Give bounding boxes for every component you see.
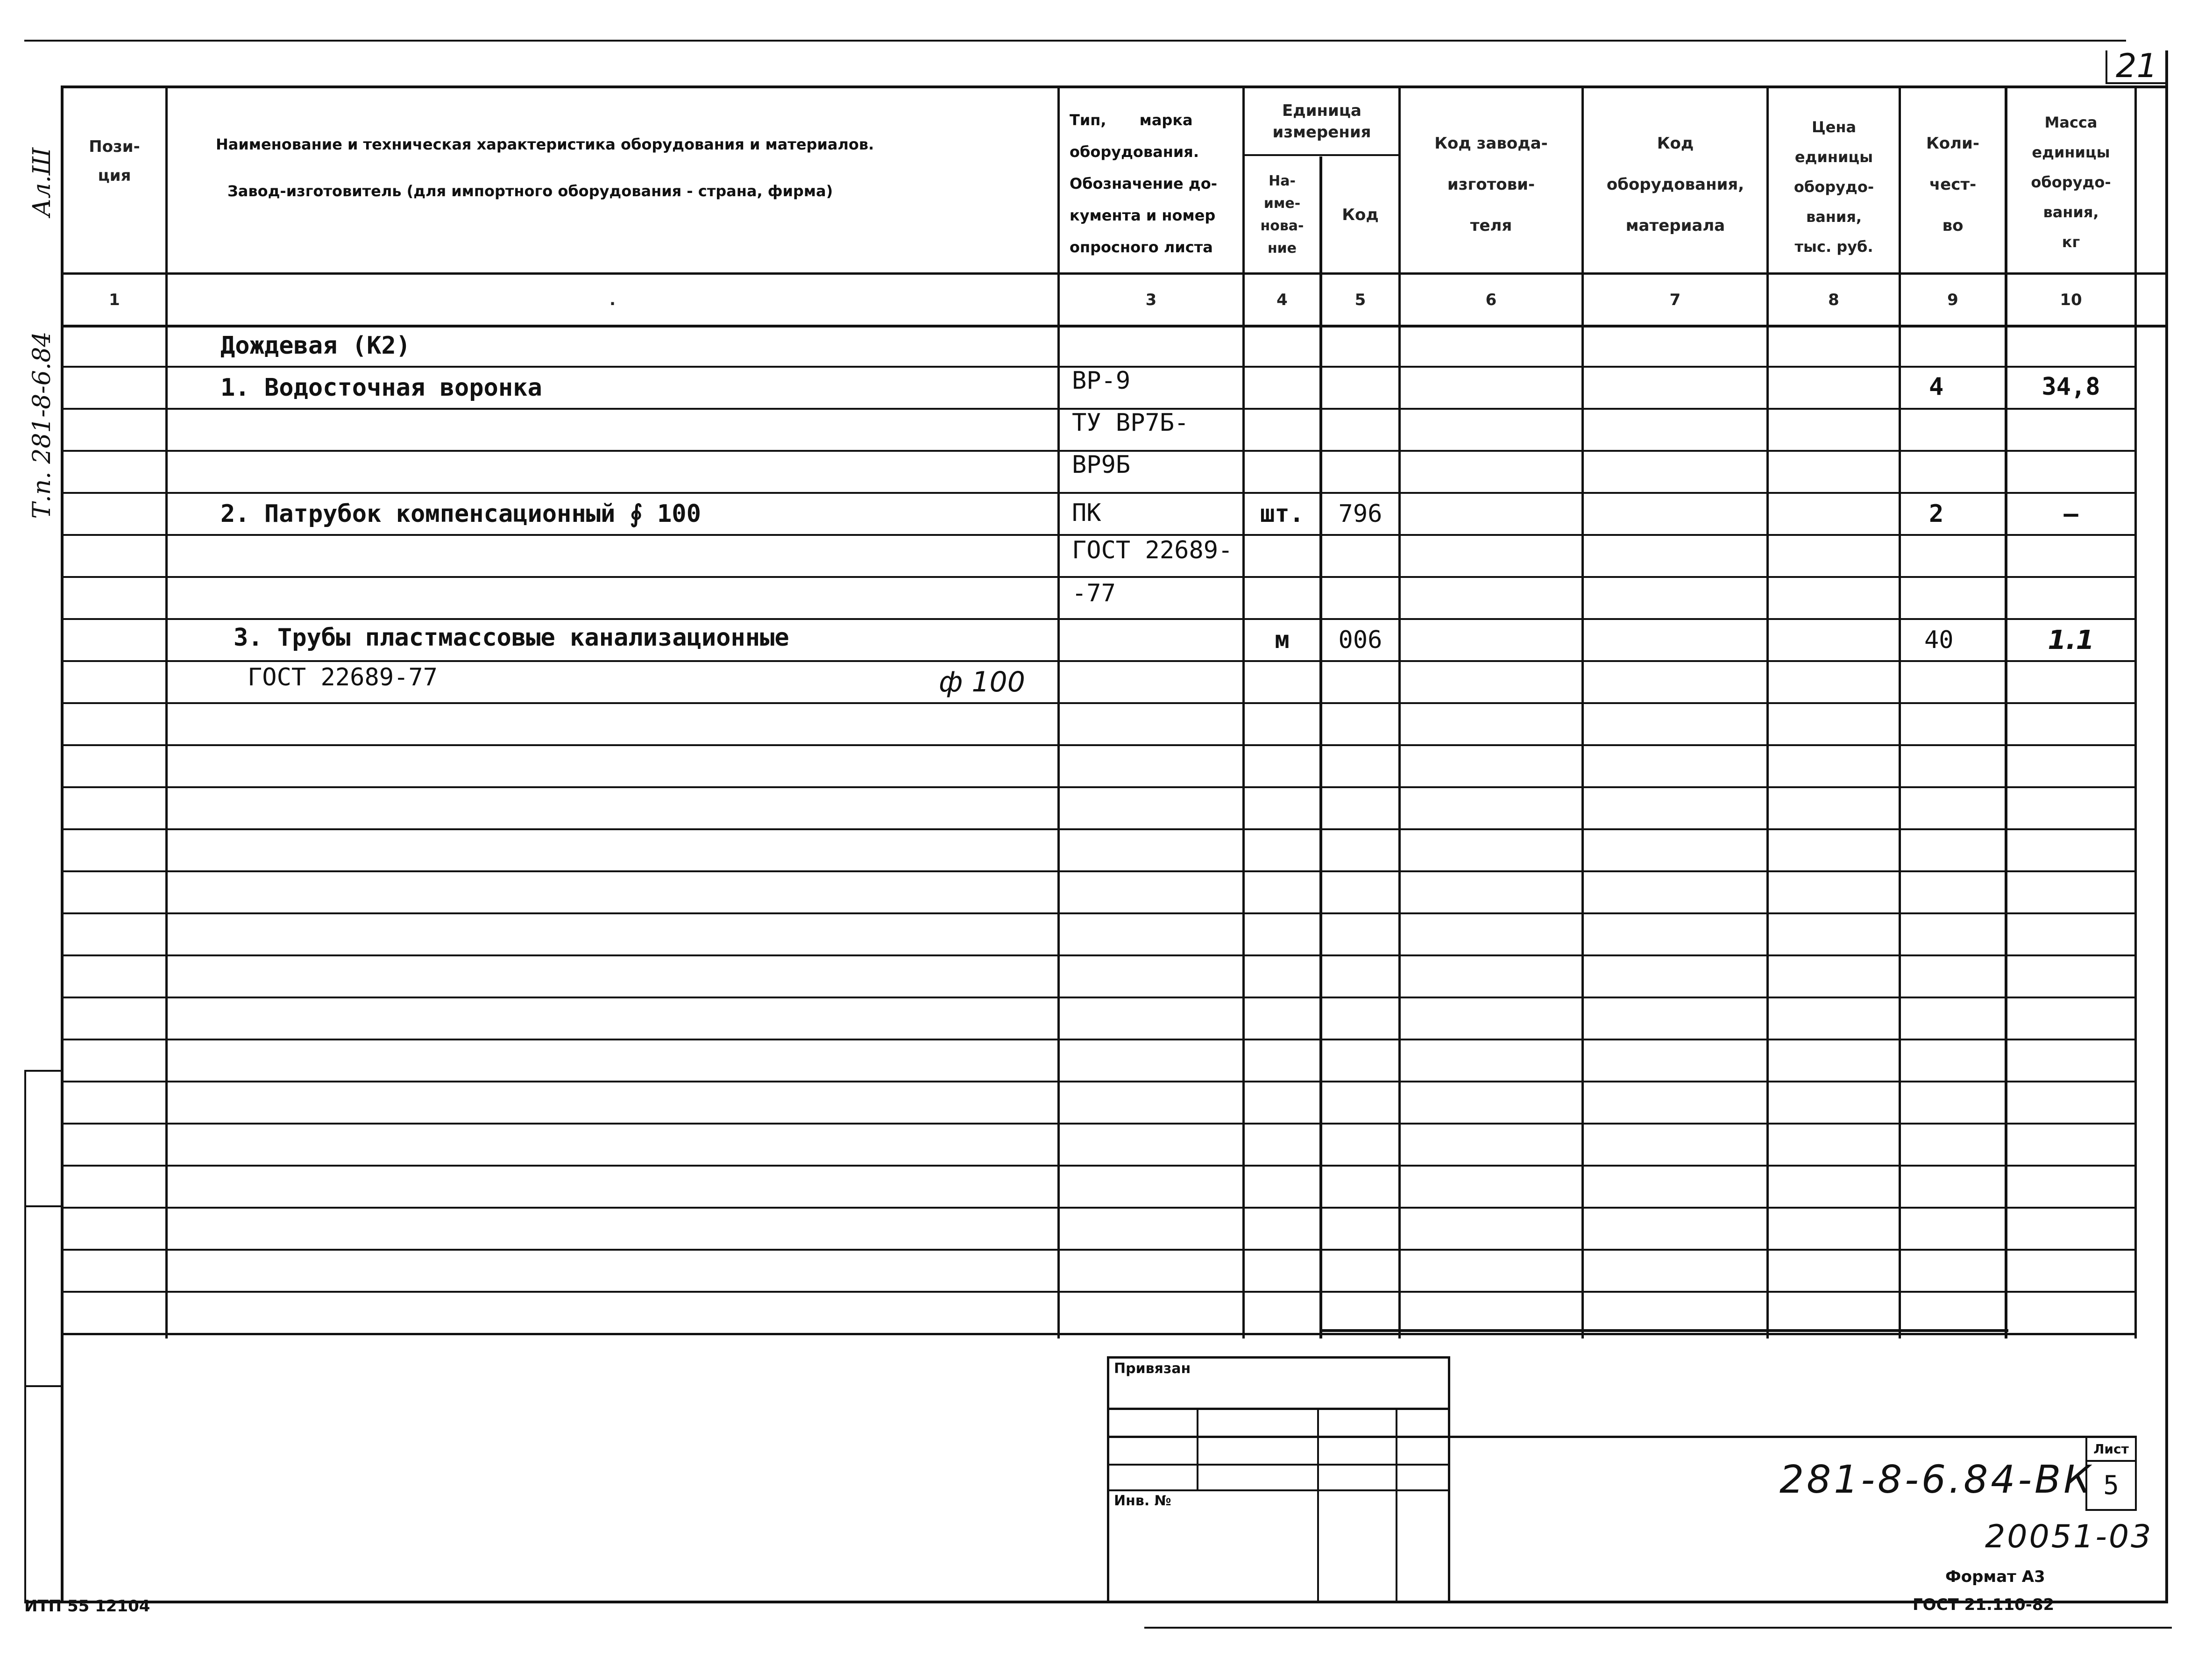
row-1-type: ВР-9 xyxy=(1072,367,1131,395)
row-line-21 xyxy=(61,1207,2137,1209)
row-line-6 xyxy=(61,576,2137,578)
row-1-mass: 34,8 xyxy=(2042,373,2100,401)
vline-7 xyxy=(1766,86,1769,1338)
header-unit-l2: измерения xyxy=(1272,123,1371,142)
format-label: Формат А3 xyxy=(1945,1567,2045,1586)
vline-3 xyxy=(1242,86,1245,1338)
colnum-6: 6 xyxy=(1485,290,1497,309)
header-equipment-code xyxy=(1584,117,1766,252)
sheet-mark-box-left xyxy=(2106,50,2107,83)
header-equipment-code-l2: оборудования, xyxy=(1606,175,1744,194)
header-position-l2: ция xyxy=(98,166,131,185)
header-factory-code xyxy=(1401,117,1581,252)
header-equipment-code-l1: Код xyxy=(1657,134,1694,153)
list-box-bottom xyxy=(2085,1509,2137,1511)
row-8-note: ф 100 xyxy=(939,666,1025,698)
header-name-l1: Наименование и техническая характеристика оборудования и материалов. xyxy=(216,135,874,153)
header-mass-l4: вания, xyxy=(2043,203,2099,221)
header-mass xyxy=(2007,103,2134,262)
row-7-qty: 40 xyxy=(1924,626,1954,654)
colnum-10: 10 xyxy=(2060,290,2082,309)
heavy-border-bottom xyxy=(1319,1329,2008,1332)
row-line-16 xyxy=(61,997,2137,998)
colnum-4: 4 xyxy=(1276,290,1288,309)
binding-strip-div-3 xyxy=(24,1385,62,1387)
colnum-1: 1 xyxy=(109,290,120,309)
vline-5 xyxy=(1398,86,1401,1338)
vline-2 xyxy=(1057,86,1060,1338)
colnum-2: . xyxy=(610,290,616,309)
header-mass-l1: Масса xyxy=(2044,114,2098,131)
stamp-row-2 xyxy=(1107,1436,2137,1438)
header-mass-l3: оборудо- xyxy=(2031,173,2111,191)
stamp-box-left xyxy=(1107,1356,1109,1602)
gost-label: ГОСТ 21.110-82 xyxy=(1913,1595,2055,1614)
header-price-l2: единицы xyxy=(1794,148,1873,166)
row-4-type: ПК xyxy=(1072,499,1101,527)
header-unit-code: Код xyxy=(1342,206,1379,224)
binding-strip-div-1 xyxy=(24,1070,62,1072)
left-code: ИТП 55 12104 xyxy=(24,1597,150,1616)
row-6-type: -77 xyxy=(1072,579,1116,607)
row-line-5 xyxy=(61,534,2137,536)
row-line-14 xyxy=(61,912,2137,914)
row-3-type: ВР9Б xyxy=(1072,451,1131,479)
binding-strip-div-2 xyxy=(24,1205,62,1207)
header-mass-l5: кг xyxy=(2062,233,2080,251)
list-number: 5 xyxy=(2103,1470,2119,1501)
row-5-type: ГОСТ 22689- xyxy=(1072,536,1233,564)
header-type-l4: кумента и номер xyxy=(1070,206,1216,224)
header-price-l5: тыс. руб. xyxy=(1794,238,1873,256)
row-line-22 xyxy=(61,1249,2137,1251)
colnum-bottom xyxy=(61,325,2166,328)
row-4-qty: 2 xyxy=(1929,500,1944,528)
header-position xyxy=(63,128,166,194)
row-7-unit: м xyxy=(1275,626,1290,654)
bottom-rule xyxy=(1144,1627,2172,1629)
row-line-12 xyxy=(61,828,2137,830)
side-stamp-top: Ал.Ш xyxy=(28,147,56,217)
header-mass-l2: единицы xyxy=(2032,143,2110,161)
vline-10 xyxy=(2134,86,2137,1338)
vline-4 xyxy=(1319,157,1322,1338)
header-type-l2: оборудования. xyxy=(1070,143,1199,161)
header-price-l3: оборудо- xyxy=(1794,178,1874,196)
row-line-19 xyxy=(61,1123,2137,1125)
row-line-4 xyxy=(61,492,2137,494)
vline-8 xyxy=(1899,86,1901,1338)
list-label: Лист xyxy=(2093,1441,2129,1457)
unit-group-divider xyxy=(1244,154,1400,156)
binding-strip-left xyxy=(24,1070,26,1602)
row-8-name: ГОСТ 22689-77 xyxy=(248,663,438,691)
row-7-mass: 1.1 xyxy=(2048,625,2094,655)
colnum-3: 3 xyxy=(1145,290,1157,309)
row-line-11 xyxy=(61,786,2137,788)
frame-right xyxy=(2165,50,2168,1602)
stamp-row-1 xyxy=(1107,1408,1450,1410)
row-line-18 xyxy=(61,1081,2137,1082)
stamp-box-top xyxy=(1107,1356,1450,1359)
row-line-23 xyxy=(61,1291,2137,1293)
row-2-type: ТУ ВР7Б- xyxy=(1072,409,1189,437)
header-factory-code-l2: изготови- xyxy=(1447,175,1535,194)
header-price xyxy=(1769,107,1899,266)
row-7-name: 3. Трубы пластмассовые канализационные xyxy=(234,624,789,652)
header-quantity-l1: Коли- xyxy=(1926,134,1979,153)
header-quantity xyxy=(1901,121,2005,248)
header-factory-code-l1: Код завода- xyxy=(1434,134,1548,153)
vline-1 xyxy=(165,86,168,1338)
header-type-l3: Обозначение до- xyxy=(1070,175,1217,192)
row-4-code: 796 xyxy=(1338,500,1382,528)
top-rule xyxy=(24,40,2126,42)
header-type-l5: опросного листа xyxy=(1070,238,1213,256)
row-line-15 xyxy=(61,954,2137,956)
sheet-mark: 21 xyxy=(2116,47,2158,85)
header-price-l4: вания, xyxy=(1806,208,1862,226)
stamp-privyazan: Привязан xyxy=(1114,1360,1191,1377)
row-4-unit: шт. xyxy=(1260,500,1304,528)
row-line-10 xyxy=(61,744,2137,746)
row-7-code: 006 xyxy=(1338,626,1382,654)
table-top xyxy=(61,85,2166,88)
row-line-17 xyxy=(61,1039,2137,1040)
header-unit-name-l3: нова- xyxy=(1260,218,1304,234)
row-0-name: Дождевая (К2) xyxy=(220,332,411,360)
row-line-9 xyxy=(61,702,2137,704)
list-box-right xyxy=(2135,1436,2137,1510)
row-line-13 xyxy=(61,870,2137,872)
header-quantity-l3: во xyxy=(1942,216,1964,235)
row-4-mass: – xyxy=(2063,500,2078,528)
row-line-20 xyxy=(61,1165,2137,1167)
header-unit-group xyxy=(1245,91,1399,152)
row-4-name: 2. Патрубок компенсационный ∮ 100 xyxy=(220,500,701,528)
colnum-9: 9 xyxy=(1947,290,1958,309)
vline-9 xyxy=(2005,86,2007,1338)
doc-code: 281-8-6.84-ВК xyxy=(1780,1458,2094,1502)
stamp-box-right xyxy=(1448,1356,1450,1602)
stamp-col-1 xyxy=(1197,1408,1198,1489)
header-equipment-code-l3: материала xyxy=(1625,216,1725,235)
archive-number: 20051-03 xyxy=(1985,1518,2153,1555)
header-position-l1: Пози- xyxy=(89,137,140,156)
colnum-8: 8 xyxy=(1828,290,1839,309)
row-line-8 xyxy=(61,660,2137,662)
stamp-row-4 xyxy=(1107,1489,1450,1491)
header-unit-name xyxy=(1245,159,1319,271)
row-line-24 xyxy=(61,1333,2137,1335)
header-name-l2: Завод-изготовитель (для импортного оборудования - страна, фирма) xyxy=(227,182,833,200)
row-1-qty: 4 xyxy=(1929,373,1944,401)
colnum-7: 7 xyxy=(1669,290,1681,309)
header-price-l1: Цена xyxy=(1811,118,1857,136)
stamp-inv: Инв. № xyxy=(1114,1493,1171,1509)
header-factory-code-l3: теля xyxy=(1470,216,1512,235)
stamp-col-3 xyxy=(1396,1408,1397,1602)
header-unit-name-l4: ние xyxy=(1267,240,1297,256)
stamp-row-3 xyxy=(1107,1464,1450,1466)
frame-bottom xyxy=(24,1601,2168,1603)
stamp-col-2 xyxy=(1317,1408,1319,1602)
header-unit-name-l1: На- xyxy=(1269,173,1296,189)
row-1-name: 1. Водосточная воронка xyxy=(220,374,542,402)
header-unit-l1: Единица xyxy=(1282,101,1361,120)
header-unit-name-l2: име- xyxy=(1263,195,1301,212)
row-line-7 xyxy=(61,618,2137,620)
colnum-5: 5 xyxy=(1354,290,1366,309)
side-stamp-main: Т.п. 281-8-6.84 xyxy=(28,331,56,519)
header-quantity-l2: чест- xyxy=(1929,175,1977,194)
header-type-l1: Тип, марка xyxy=(1070,111,1193,129)
vline-6 xyxy=(1581,86,1584,1338)
